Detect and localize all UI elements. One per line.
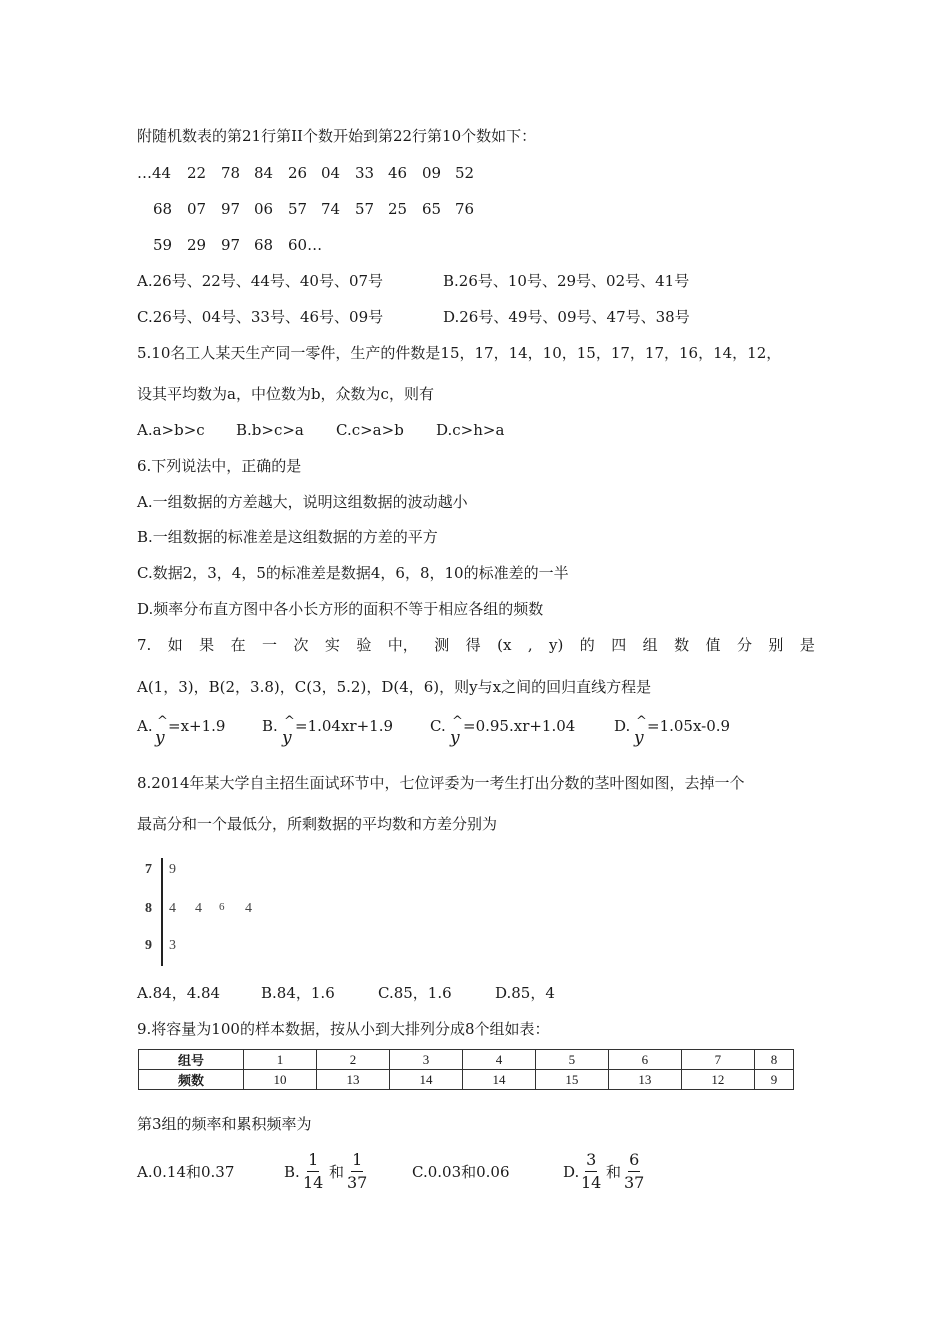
q7-stem-line1: [137, 635, 815, 655]
numerator: 3: [585, 1150, 597, 1172]
hat-symbol: ^: [636, 714, 647, 729]
equation-text: =1.05x-0.9: [647, 717, 731, 735]
random-number: 07: [187, 200, 207, 218]
random-number: 97: [221, 200, 241, 218]
y-variable: y: [450, 728, 460, 748]
q7-word: 的: [579, 636, 595, 654]
table-cell: 14: [389, 1070, 462, 1090]
y-variable: y: [282, 728, 292, 748]
random-number: 65: [422, 200, 442, 218]
q7-word: (x: [497, 636, 512, 654]
q7-word: 分: [736, 636, 752, 654]
table-cell: 13: [316, 1070, 389, 1090]
numerator: 6: [628, 1150, 640, 1172]
denominator: 14: [581, 1173, 602, 1192]
q7-word: 组: [642, 636, 658, 654]
intro-text: 附随机数表的第21行第II个数开始到第22行第10个数如下：: [137, 127, 537, 145]
random-number: 74: [321, 200, 341, 218]
q7-stem-line2: A(1，3)，B(2，3.8)，C(3，5.2)，D(4，6)，则y与x之间的回归直线方程是: [137, 678, 652, 696]
table-row: [139, 1070, 794, 1090]
q5-option-c: C.c>a>b: [336, 421, 404, 439]
random-number: …44: [137, 164, 172, 182]
q8-option-c: C.85，1.6: [378, 984, 452, 1002]
option-label: C.: [430, 717, 446, 735]
leaf-value: 6: [219, 901, 225, 913]
random-number: 29: [187, 236, 207, 254]
table-cell: 14: [462, 1070, 535, 1090]
hat-symbol: ^: [284, 714, 295, 729]
table-cell: 13: [608, 1070, 681, 1090]
stem-value: 7: [145, 862, 152, 877]
q7-word: 一: [262, 636, 278, 654]
option-label: D.: [563, 1163, 580, 1181]
q5-option-a: A.a>b>c: [137, 421, 205, 439]
table-cell: 12: [681, 1070, 754, 1090]
q4-option-d: D.26号、49号、09号、47号、38号: [443, 308, 690, 326]
q9-stem-line1: 9.将容量为100的样本数据，按从小到大排列分成8个组如表：: [137, 1020, 550, 1038]
q7-word: 果: [199, 636, 215, 654]
table-cell: 15: [535, 1070, 608, 1090]
leaf-value: 3: [169, 938, 176, 953]
random-number: 22: [187, 164, 207, 182]
q4-option-c: C.26号、04号、33号、46号、09号: [137, 308, 384, 326]
hat-symbol: ^: [157, 714, 168, 729]
table-cell: 1: [244, 1050, 317, 1070]
random-number: 60…: [288, 236, 323, 254]
stem-value: 8: [145, 901, 152, 916]
random-number: 52: [455, 164, 475, 182]
q6-stem: 6.下列说法中，正确的是: [137, 457, 302, 475]
table-header: 组号: [139, 1050, 244, 1070]
fraction: [624, 1150, 644, 1193]
q7-word: 得: [465, 636, 481, 654]
equation-text: =0.95.xr+1.04: [463, 717, 576, 735]
q6-option-a: A.一组数据的方差越大，说明这组数据的波动越小: [137, 493, 468, 511]
q5-stem-line2: 设其平均数为a，中位数为b，众数为c，则有: [137, 385, 434, 403]
q7-word: 验: [356, 636, 372, 654]
table-cell: 2: [316, 1050, 389, 1070]
random-number: 78: [221, 164, 241, 182]
q7-word: 是: [799, 636, 815, 654]
option-label: A.: [137, 717, 153, 735]
q7-word: 如: [167, 636, 183, 654]
fraction: [581, 1150, 601, 1193]
table-cell: 9: [754, 1070, 793, 1090]
denominator: 37: [624, 1173, 645, 1192]
q7-word: 次: [293, 636, 309, 654]
stem-value: 9: [145, 938, 152, 953]
fraction: [347, 1150, 367, 1193]
q7-word: 值: [705, 636, 721, 654]
random-number: 57: [355, 200, 375, 218]
q9-stem-line2: 第3组的频率和累积频率为: [137, 1115, 312, 1133]
leaf-value: 4: [245, 901, 252, 916]
option-label: D.: [614, 717, 631, 735]
q5-stem-line1: 5.10名工人某天生产同一零件，生产的件数是15，17，14，10，15，17，17，16，14，12，: [137, 344, 782, 362]
table-header: 频数: [139, 1070, 244, 1090]
random-number: 46: [388, 164, 408, 182]
random-number: 59: [153, 236, 173, 254]
q9-option-c: C.0.03和0.06: [412, 1163, 510, 1181]
q8-option-a: A.84，4.84: [137, 984, 221, 1002]
q6-option-c: C.数据2，3，4，5的标准差是数据4，6，8，10的标准差的一半: [137, 564, 569, 582]
table-cell: 6: [608, 1050, 681, 1070]
random-number: 09: [422, 164, 442, 182]
equation-text: =1.04xr+1.9: [295, 717, 394, 735]
random-number: 84: [254, 164, 274, 182]
q4-option-a: A.26号、22号、44号、40号、07号: [137, 272, 384, 290]
fraction: [303, 1150, 323, 1193]
q8-option-d: D.85，4: [495, 984, 555, 1002]
q8-stem-line1: 8.2014年某大学自主招生面试环节中，七位评委为一考生打出分数的茎叶图如图，去掉一个: [137, 774, 745, 792]
q7-word: 中，: [387, 636, 418, 654]
random-number: 57: [288, 200, 308, 218]
table-row: [139, 1050, 794, 1070]
table-cell: 10: [244, 1070, 317, 1090]
numerator: 1: [307, 1150, 319, 1172]
table-cell: 3: [389, 1050, 462, 1070]
q7-word: 四: [611, 636, 627, 654]
conjunction: 和: [606, 1163, 622, 1181]
random-number: 97: [221, 236, 241, 254]
leaf-value: 4: [195, 901, 202, 916]
q5-option-b: B.b>c>a: [236, 421, 304, 439]
random-number: 68: [153, 200, 173, 218]
q7-word: 数: [674, 636, 690, 654]
table-cell: 5: [535, 1050, 608, 1070]
table-cell: 4: [462, 1050, 535, 1070]
numerator: 1: [351, 1150, 363, 1172]
leaf-value: 4: [169, 901, 176, 916]
leaf-value: 9: [169, 862, 176, 877]
hat-symbol: ^: [452, 714, 463, 729]
q8-option-b: B.84，1.6: [261, 984, 335, 1002]
q9-option-a: A.0.14和0.37: [137, 1163, 235, 1181]
q5-option-d: D.c>h>a: [436, 421, 505, 439]
random-number: 06: [254, 200, 274, 218]
q7-word: 别: [768, 636, 784, 654]
q8-stem-line2: 最高分和一个最低分，所剩数据的平均数和方差分别为: [137, 815, 498, 833]
stem-divider: [161, 858, 163, 966]
denominator: 14: [303, 1173, 324, 1192]
random-number: 26: [288, 164, 308, 182]
q6-option-d: D.频率分布直方图中各小长方形的面积不等于相应各组的频数: [137, 600, 544, 618]
random-number: 04: [321, 164, 341, 182]
option-label: B.: [262, 717, 278, 735]
random-number: 68: [254, 236, 274, 254]
table-cell: 8: [754, 1050, 793, 1070]
q7-word: y): [549, 636, 564, 654]
random-number: 33: [355, 164, 375, 182]
equation-text: =x+1.9: [168, 717, 226, 735]
q7-word: 7.: [137, 636, 152, 654]
q7-word: 测: [434, 636, 450, 654]
random-number: 76: [455, 200, 475, 218]
q6-option-b: B.一组数据的标准差是这组数据的方差的平方: [137, 528, 438, 546]
denominator: 37: [347, 1173, 368, 1192]
y-variable: y: [155, 728, 165, 748]
frequency-table: [138, 1049, 794, 1090]
q7-word: ,: [527, 636, 533, 654]
conjunction: 和: [329, 1163, 345, 1181]
option-label: B.: [284, 1163, 300, 1181]
random-number: 25: [388, 200, 408, 218]
y-variable: y: [634, 728, 644, 748]
q7-word: 实: [324, 636, 340, 654]
q4-option-b: B.26号、10号、29号、02号、41号: [443, 272, 690, 290]
q7-word: 在: [230, 636, 246, 654]
table-cell: 7: [681, 1050, 754, 1070]
